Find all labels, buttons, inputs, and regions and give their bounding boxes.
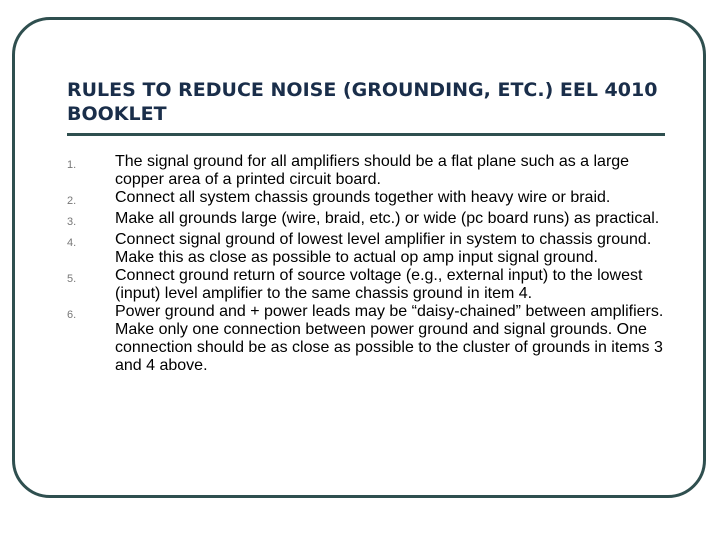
list-text: Power ground and + power leads may be “daisy-chained” between amplifiers. Make only one connection between power ground and signal grounds. One connection should be as close as possible to the cluster of grounds in items 3 and 4 above.	[115, 303, 664, 374]
list-text: Make all grounds large (wire, braid, etc.) or wide (pc board runs) as practical.	[115, 210, 660, 227]
list-item	[67, 231, 667, 267]
list-text: Connect signal ground of lowest level amplifier in system to chassis ground. Make this as close as possible to actual op amp input signal ground.	[115, 231, 652, 266]
list-item	[67, 189, 667, 210]
list-text: The signal ground for all amplifiers should be a flat plane such as a large copper area of a printed circuit board.	[115, 153, 630, 188]
list-text: Connect all system chassis grounds together with heavy wire or braid.	[115, 189, 611, 206]
list-item	[67, 267, 667, 303]
list-number: 6.	[67, 309, 77, 321]
list-item	[67, 303, 667, 375]
rules-list	[67, 153, 667, 375]
list-item	[67, 210, 667, 231]
list-number: 1.	[67, 159, 77, 171]
list-item	[67, 153, 667, 189]
list-number: 4.	[67, 237, 77, 249]
title-divider	[67, 133, 665, 136]
list-number: 5.	[67, 273, 77, 285]
list-number: 2.	[67, 195, 77, 207]
slide-title: RULES TO REDUCE NOISE (GROUNDING, ETC.) EEL 4010 BOOKLET	[67, 79, 658, 125]
list-number: 3.	[67, 216, 77, 228]
list-text: Connect ground return of source voltage (e.g., external input) to the lowest (input) level amplifier to the same chassis ground in item 4.	[115, 267, 643, 302]
